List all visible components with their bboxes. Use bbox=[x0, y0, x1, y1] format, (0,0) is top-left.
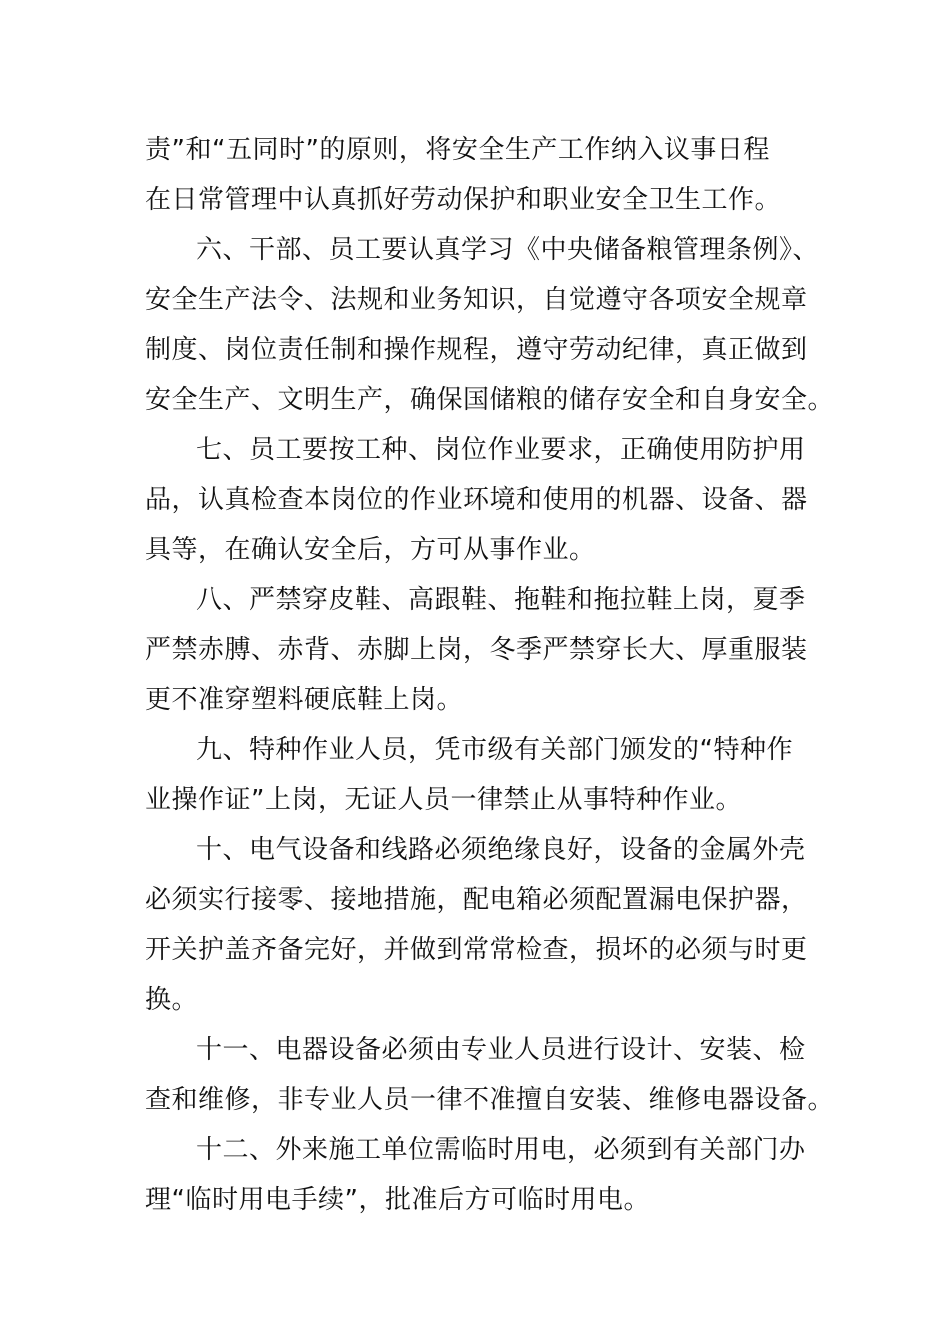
paragraph-ten-start: 十、电气设备和线路必须绝缘良好，设备的金属外壳 bbox=[196, 835, 806, 865]
text-line: 严禁赤膊、赤背、赤脚上岗，冬季严禁穿长大、厚重服装 bbox=[145, 635, 808, 665]
text-line: 理“临时用电手续”，批准后方可临时用电。 bbox=[145, 1185, 650, 1215]
text-line: 制度、岗位责任制和操作规程，遵守劳动纪律，真正做到 bbox=[145, 335, 808, 365]
paragraph-eight-start: 八、严禁穿皮鞋、高跟鞋、拖鞋和拖拉鞋上岗，夏季 bbox=[196, 585, 806, 615]
paragraph-seven-start: 七、员工要按工种、岗位作业要求，正确使用防护用 bbox=[196, 435, 806, 465]
paragraph-eleven-start: 十一、电器设备必须由专业人员进行设计、安装、检 bbox=[196, 1035, 806, 1065]
text-line: 必须实行接零、接地措施，配电箱必须配置漏电保护器， bbox=[145, 885, 808, 915]
text-line: 责”和“五同时”的原则，将安全生产工作纳入议事日程 bbox=[145, 135, 770, 165]
paragraph-twelve-start: 十二、外来施工单位需临时用电，必须到有关部门办 bbox=[196, 1135, 806, 1165]
text-line: 业操作证”上岗，无证人员一律禁止从事特种作业。 bbox=[145, 785, 742, 815]
text-line: 安全生产法令、法规和业务知识，自觉遵守各项安全规章 bbox=[145, 285, 808, 315]
text-line: 具等，在确认安全后，方可从事作业。 bbox=[145, 535, 596, 565]
paragraph-six-start: 六、干部、员工要认真学习《中央储备粮管理条例》、 bbox=[196, 235, 820, 265]
text-line: 品，认真检查本岗位的作业环境和使用的机器、设备、器 bbox=[145, 485, 808, 515]
text-line: 安全生产、文明生产，确保国储粮的储存安全和自身安全。 bbox=[145, 385, 835, 415]
text-line: 开关护盖齐备完好，并做到常常检查，损坏的必须与时更 bbox=[145, 935, 808, 965]
text-line: 查和维修，非专业人员一律不准擅自安装、维修电器设备。 bbox=[145, 1085, 835, 1115]
text-line: 换。 bbox=[145, 985, 199, 1015]
text-line: 更不准穿塑料硬底鞋上岗。 bbox=[145, 685, 464, 715]
text-line: 在日常管理中认真抓好劳动保护和职业安全卫生工作。 bbox=[145, 185, 782, 215]
paragraph-nine-start: 九、特种作业人员，凭市级有关部门颁发的“特种作 bbox=[196, 735, 793, 765]
